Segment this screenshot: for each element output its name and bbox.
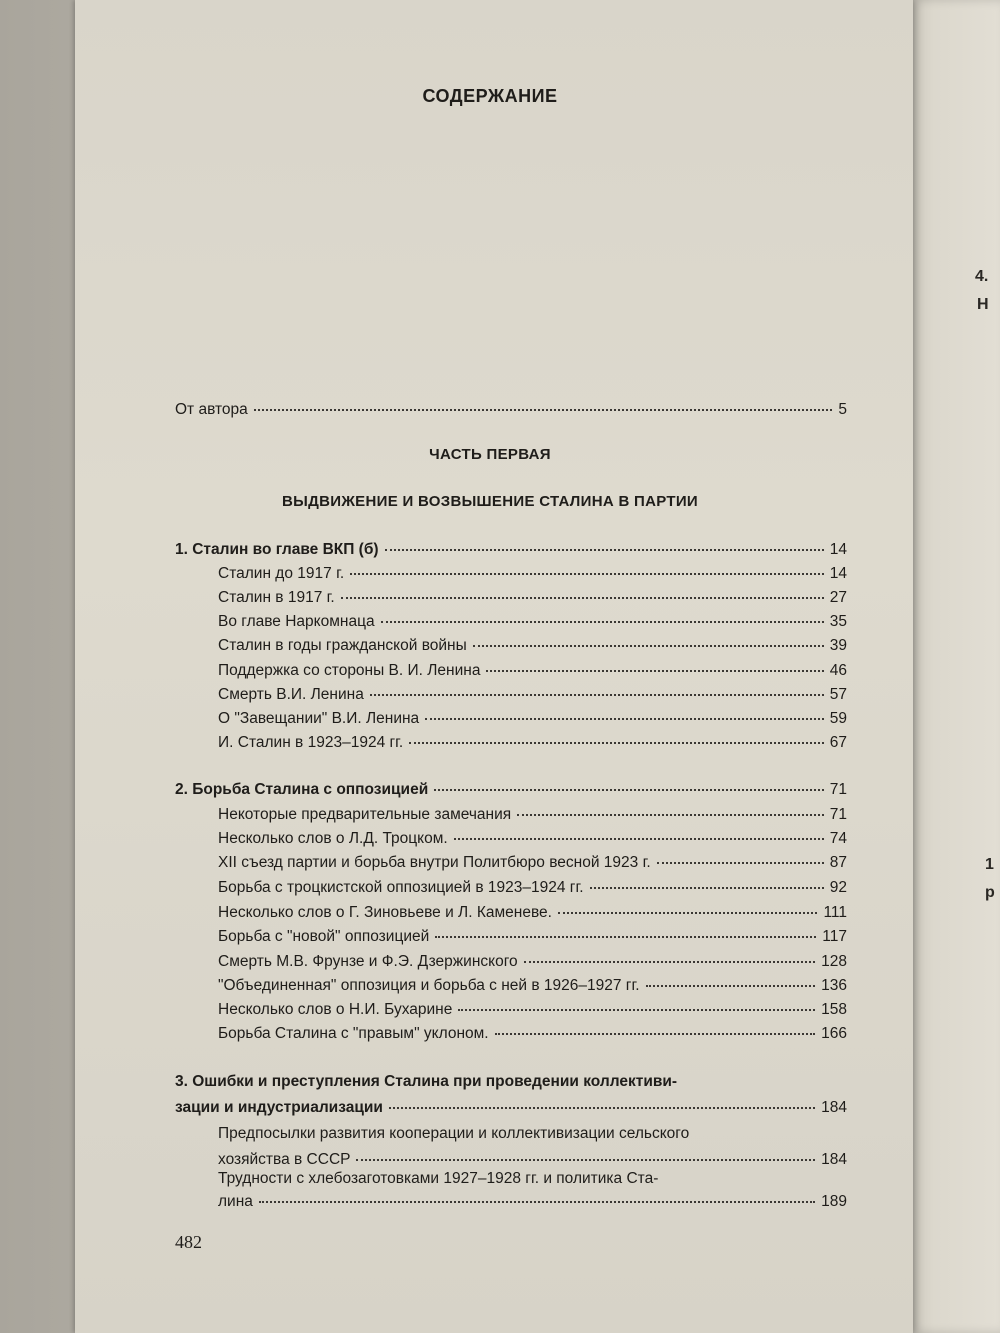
- leader-dots: [381, 621, 824, 623]
- toc-page-number: 35: [829, 613, 847, 630]
- leader-dots: [517, 814, 824, 816]
- leader-dots: [486, 670, 823, 672]
- toc-page-number: 111: [823, 904, 847, 921]
- toc-entry: [218, 661, 847, 681]
- toc-entry-label: Некоторые предварительные замечания: [218, 806, 512, 823]
- toc-chapter-2: [175, 780, 847, 800]
- toc-entry: [218, 878, 847, 898]
- toc-page-number: 158: [821, 1001, 847, 1018]
- toc-entry: [218, 829, 847, 849]
- toc-entry: [218, 1000, 847, 1020]
- part-heading: ВЫДВИЖЕНИЕ И ВОЗВЫШЕНИЕ СТАЛИНА В ПАРТИИ: [282, 493, 698, 510]
- leader-dots: [524, 961, 815, 963]
- facing-page: [905, 0, 1000, 1333]
- toc-entry: [218, 1192, 847, 1212]
- toc-chapter-3-line1: 3. Ошибки и преступления Сталина при проведении коллективи-: [175, 1073, 678, 1090]
- toc-page-number: 39: [829, 637, 847, 654]
- toc-entry: [218, 903, 847, 923]
- leader-dots: [434, 789, 824, 791]
- page-title: СОДЕРЖАНИЕ: [422, 86, 558, 106]
- part-label: ЧАСТЬ ПЕРВАЯ: [429, 446, 551, 463]
- page-number-folio: 482: [175, 1232, 202, 1252]
- toc-page-number: 189: [821, 1193, 847, 1210]
- toc-entry-line1: Предпосылки развития кооперации и коллективизации сельского: [218, 1125, 690, 1142]
- toc-entry-preface: [175, 400, 847, 420]
- leader-dots: [341, 597, 824, 599]
- toc-page-number: 14: [829, 541, 847, 558]
- toc-page-number: 184: [821, 1151, 847, 1168]
- toc-entry-label: Несколько слов о Л.Д. Троцком.: [218, 830, 448, 847]
- toc-entry-label: Борьба с "новой" оппозицией: [218, 928, 430, 945]
- toc-page-number: 5: [838, 401, 847, 418]
- toc-page-number: 57: [829, 686, 847, 703]
- leader-dots: [350, 573, 824, 575]
- toc-entry-label: И. Сталин в 1923–1924 гг.: [218, 734, 404, 751]
- leader-dots: [458, 1009, 815, 1011]
- toc-entry: [218, 805, 847, 825]
- leader-dots: [646, 985, 816, 987]
- facing-page-fragment: р: [985, 884, 995, 901]
- toc-page-number: 46: [829, 662, 847, 679]
- toc-entry: [218, 564, 847, 584]
- toc-entry: [218, 733, 847, 753]
- toc-page-number: 27: [829, 589, 847, 606]
- toc-entry: [218, 588, 847, 608]
- toc-page-number: 71: [829, 806, 847, 823]
- toc-chapter-1: [175, 540, 847, 560]
- toc-page-number: 166: [821, 1025, 847, 1042]
- leader-dots: [454, 838, 824, 840]
- toc-entry-label: Сталин в годы гражданской войны: [218, 637, 467, 654]
- facing-page-fragment: 1: [985, 856, 994, 873]
- leader-dots: [385, 549, 824, 551]
- leader-dots: [473, 645, 824, 647]
- toc-entry: [218, 612, 847, 632]
- toc-entry: [218, 952, 847, 972]
- leader-dots: [435, 936, 816, 938]
- toc-entry-label: Смерть М.В. Фрунзе и Ф.Э. Дзержинского: [218, 953, 518, 970]
- toc-entry-label: Борьба Сталина с "правым" уклоном.: [218, 1025, 489, 1042]
- toc-entry-label: Сталин до 1917 г.: [218, 565, 345, 582]
- leader-dots: [495, 1033, 816, 1035]
- toc-page-number: 74: [829, 830, 847, 847]
- toc-entry-line1: Трудности с хлебозаготовками 1927–1928 гг. и политика Ста-: [218, 1170, 659, 1187]
- toc-entry-label: 1. Сталин во главе ВКП (б): [175, 541, 379, 558]
- toc-entry-label: хозяйства в СССР: [218, 1151, 351, 1168]
- toc-entry-label: "Объединенная" оппозиция и борьба с ней в 1926–1927 гг.: [218, 977, 640, 994]
- toc-entry: [218, 1024, 847, 1044]
- toc-page-number: 184: [821, 1099, 847, 1116]
- toc-entry-label: Несколько слов о Г. Зиновьеве и Л. Каменеве.: [218, 904, 552, 921]
- toc-entry: [218, 853, 847, 873]
- toc-page-number: 14: [829, 565, 847, 582]
- leader-dots: [409, 742, 824, 744]
- toc-page-number: 59: [829, 710, 847, 727]
- toc-entry-label: Сталин в 1917 г.: [218, 589, 335, 606]
- leader-dots: [259, 1201, 815, 1203]
- toc-entry-label: О "Завещании" В.И. Ленина: [218, 710, 420, 727]
- toc-chapter-3: [175, 1098, 847, 1118]
- leader-dots: [558, 912, 818, 914]
- leader-dots: [356, 1159, 815, 1161]
- toc-page-number: 92: [829, 879, 847, 896]
- toc-entry-label: зации и индустриализации: [175, 1099, 383, 1116]
- toc-entry: [218, 636, 847, 656]
- toc-entry-label: Борьба с троцкистской оппозицией в 1923–1924 гг.: [218, 879, 584, 896]
- toc-entry-label: Несколько слов о Н.И. Бухарине: [218, 1001, 453, 1018]
- leader-dots: [389, 1107, 815, 1109]
- toc-page-number: 87: [829, 854, 847, 871]
- toc-entry-label: Во главе Наркомнаца: [218, 613, 375, 630]
- facing-page-fragment: 4.: [975, 268, 989, 285]
- facing-page-fragment: Н: [977, 296, 989, 313]
- toc-entry-label: лина: [218, 1193, 253, 1210]
- leader-dots: [657, 862, 824, 864]
- contents-page: [75, 0, 913, 1333]
- leader-dots: [590, 887, 824, 889]
- toc-entry: [218, 927, 847, 947]
- toc-entry: [218, 685, 847, 705]
- toc-page-number: 136: [821, 977, 847, 994]
- toc-entry-label: 2. Борьба Сталина с оппозицией: [175, 781, 429, 798]
- toc-page-number: 128: [821, 953, 847, 970]
- toc-entry-label: Смерть В.И. Ленина: [218, 686, 364, 703]
- toc-entry: [218, 709, 847, 729]
- toc-page-number: 67: [829, 734, 847, 751]
- leader-dots: [425, 718, 824, 720]
- toc-entry-label: От автора: [175, 401, 248, 418]
- toc-entry: [218, 976, 847, 996]
- toc-page-number: 117: [822, 928, 847, 945]
- toc-page-number: 71: [829, 781, 847, 798]
- toc-entry-label: Поддержка со стороны В. И. Ленина: [218, 662, 481, 679]
- toc-entry-label: XII съезд партии и борьба внутри Политбюро весной 1923 г.: [218, 854, 651, 871]
- leader-dots: [254, 409, 833, 411]
- leader-dots: [370, 694, 824, 696]
